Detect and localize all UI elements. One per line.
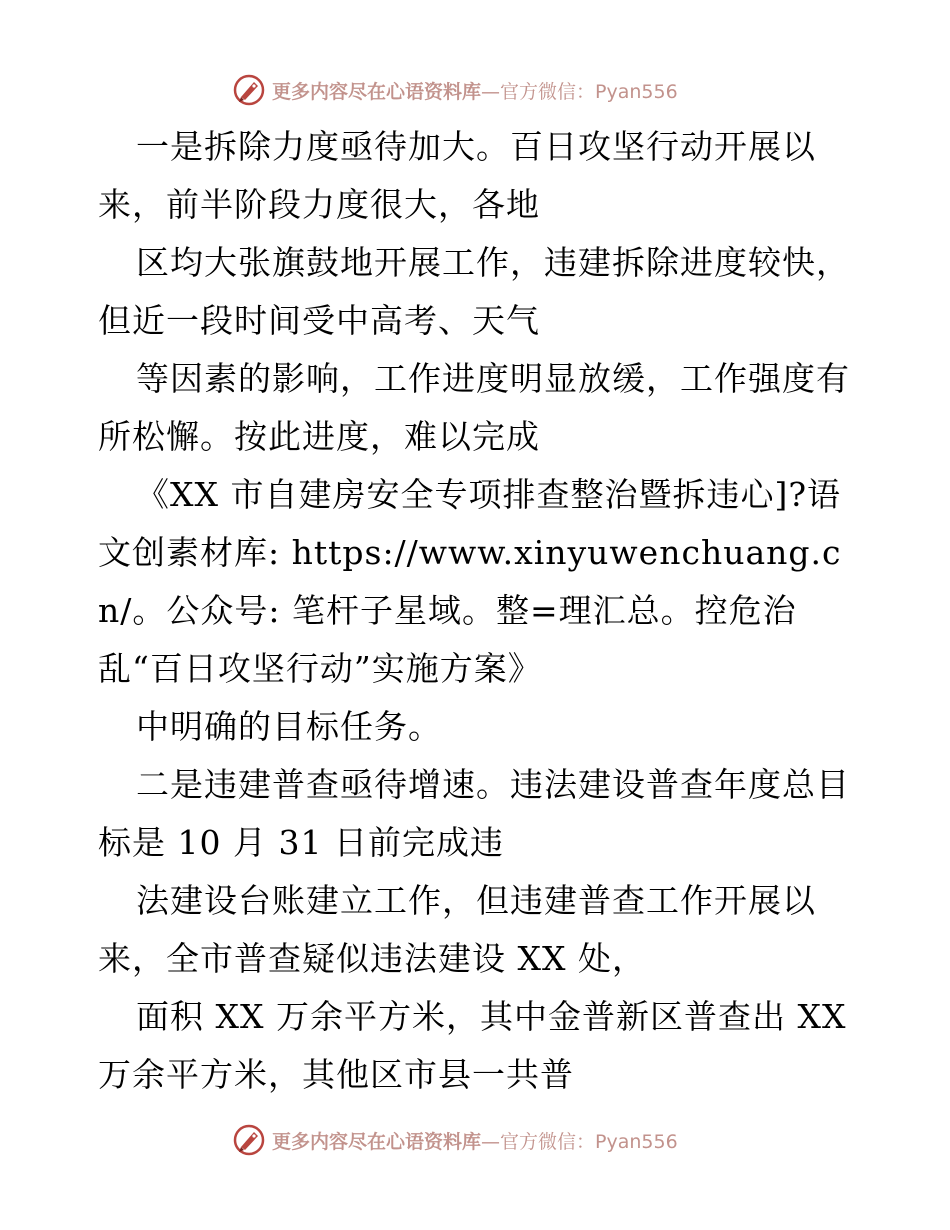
paragraph: 等因素的影响，工作进度明显放缓，工作强度有所松懈。按此进度，难以完成 bbox=[98, 359, 850, 456]
footer-watermark-banner bbox=[232, 1122, 678, 1158]
paragraph: 二是违建普查亟待增速。违法建设普查年度总目标是 10 月 31 日前完成违 bbox=[98, 765, 850, 862]
pen-nib-logo-icon bbox=[232, 73, 266, 107]
header-watermark-banner bbox=[232, 72, 678, 108]
pen-nib-logo-icon bbox=[232, 1123, 266, 1157]
paragraph: 法建设台账建立工作，但违建普查工作开展以来，全市普查疑似违法建设 XX 处， bbox=[98, 881, 816, 978]
header-banner-text: 更多内容尽在心语资料库 bbox=[272, 80, 482, 103]
footer-banner-text: 更多内容尽在心语资料库 bbox=[272, 1130, 482, 1153]
paragraph: 《XX 市自建房安全专项排查整治暨拆违心]?语文创素材库: https://www.xinyuwenchuang.cn/。公众号: 笔杆子星域。整=理汇总。控危治乱“百日攻坚行动”实施方案》 bbox=[98, 475, 842, 688]
paragraph: 面积 XX 万余平方米，其中金普新区普查出 XX 万余平方米，其他区市县一共普 bbox=[98, 997, 847, 1094]
paragraph: 中明确的目标任务。 bbox=[136, 707, 442, 746]
header-banner-suffix: —官方微信：Pyan556 bbox=[481, 80, 678, 103]
document-body bbox=[98, 118, 858, 1104]
paragraph: 区均大张旗鼓地开展工作，违建拆除进度较快，但近一段时间受中高考、天气 bbox=[98, 243, 850, 340]
paragraph: 一是拆除力度亟待加大。百日攻坚行动开展以来，前半阶段力度很大，各地 bbox=[98, 127, 816, 224]
footer-banner-suffix: —官方微信：Pyan556 bbox=[481, 1130, 678, 1153]
